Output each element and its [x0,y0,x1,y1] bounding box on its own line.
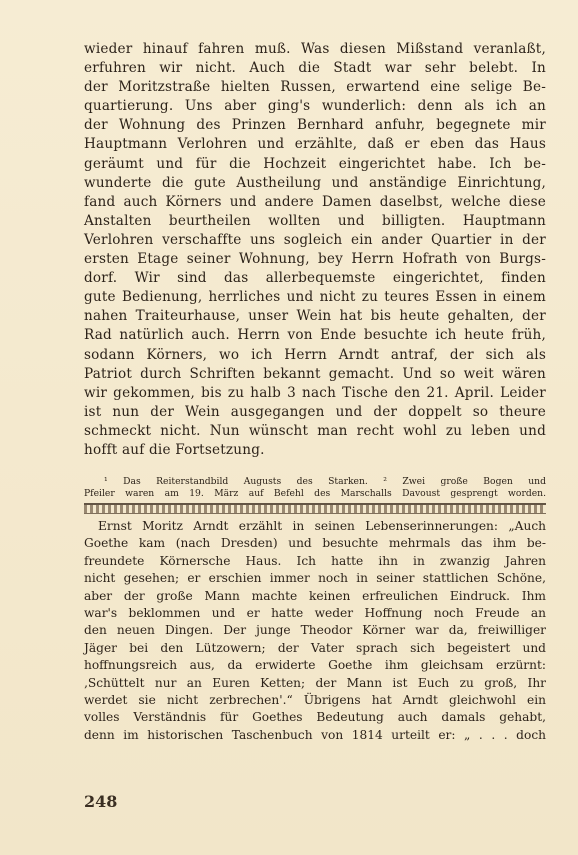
quote-line: denn im historischen Taschenbuch von 1814 urteilt er: „ . . . doch [84,727,546,742]
main-text-line: Anstalten beurtheilen wollten und billigten. Hauptmann [84,212,546,229]
main-text-line: geräumt und für die Hochzeit eingerichtet habe. Ich be- [84,155,546,172]
main-text-line: der Moritzstraße hielten Russen, erwartend eine selige Be- [84,79,546,96]
quote-line: den neuen Dingen. Der junge Theodor Körner war da, freiwilliger [84,623,546,638]
main-text-line: wir gekommen, bis zu halb 3 nach Tische den 21. April. Leider [84,384,546,401]
main-text-line: ist nun der Wein ausgegangen und der doppelt so theure [84,403,546,420]
main-text-line: Patriot durch Schriften bekannt gemacht. Und so weit wären [84,365,546,382]
quote-line: freundete Körnersche Haus. Ich hatte ihn in zwanzig Jahren [84,553,546,568]
quote-line: Ernst Moritz Arndt erzählt in seinen Lebenserinnerungen: „Auch [98,519,546,533]
main-text-line: Verlohren verschaffte uns sogleich ein ander Quartier in der [84,231,546,248]
quote-line: Jäger bei den Lützowern; der Vater sprach sich begeistert und [84,640,546,655]
footnote-line: Pfeiler waren am 19. März auf Befehl des Marschalls Davoust gesprengt worden. [84,488,546,499]
main-text-line: ersten Etage seiner Wohnung, bey Herrn Hofrath von Burgs- [84,251,546,268]
footnote [84,476,546,500]
main-text-line: gute Bedienung, herrliches und nicht zu teures Essen in einem [84,289,546,306]
main-text-line: nahen Traiteurhause, unser Wein hat bis heute gehalten, der [84,308,546,325]
page-number: 248 [84,792,118,811]
ornamental-divider [84,503,546,514]
main-text-line: fand auch Körners und andere Damen daselbst, welche diese [84,193,546,210]
main-text-line: hofft auf die Fortsetzung. [84,441,265,458]
main-text-line: erfuhren wir nicht. Auch die Stadt war sehr belebt. In [84,60,546,77]
quote-line: werdet sie nicht zerbrechen'.“ Übrigens hat Arndt gleichwohl ein [84,692,546,707]
quote-line: nicht gesehen; er erschien immer noch in seiner stattlichen Schöne, [84,571,546,586]
main-text-line: quartierung. Uns aber ging's wunderlich: denn als ich an [84,98,546,115]
main-text-line: Rad natürlich auch. Herrn von Ende besuchte ich heute früh, [84,327,546,344]
main-text-line: Hauptmann Verlohren und erzählte, daß er eben das Haus [84,136,546,153]
quote-line: war's beklommen und er hatte weder Hoffnung noch Freude an [84,605,546,620]
main-text-block [84,40,546,460]
main-text-line: dorf. Wir sind das allerbequemste eingerichtet, finden [84,270,546,287]
main-text-line: sodann Körners, wo ich Herrn Arndt antraf, der sich als [84,346,546,363]
main-text-line: wunderte die gute Austheilung und anständige Einrichtung, [84,174,546,191]
main-text-line: der Wohnung des Prinzen Bernhard anfuhr, begegnete mir [84,117,546,134]
quote-block [84,518,546,744]
quote-line: volles Verständnis für Goethes Bedeutung auch damals gehabt, [84,710,546,725]
quote-line: aber der große Mann machte keinen erfreulichen Eindruck. Ihm [84,588,546,603]
main-text-line: wieder hinauf fahren muß. Was diesen Mißstand veranlaßt, [84,41,546,57]
quote-line: hoffnungsreich aus, da erwiderte Goethe ihm gleichsam erzürnt: [84,658,546,673]
quote-line: ‚Schüttelt nur an Euren Ketten; der Mann ist Euch zu groß, Ihr [84,675,546,690]
quote-line: Goethe kam (nach Dresden) und besuchte mehrmals das ihm be- [84,536,546,551]
footnote-line: ¹ Das Reiterstandbild Augusts des Starken. ² Zwei große Bogen und [104,476,546,487]
main-text-line: schmeckt nicht. Nun wünscht man recht wohl zu leben und [84,422,546,439]
